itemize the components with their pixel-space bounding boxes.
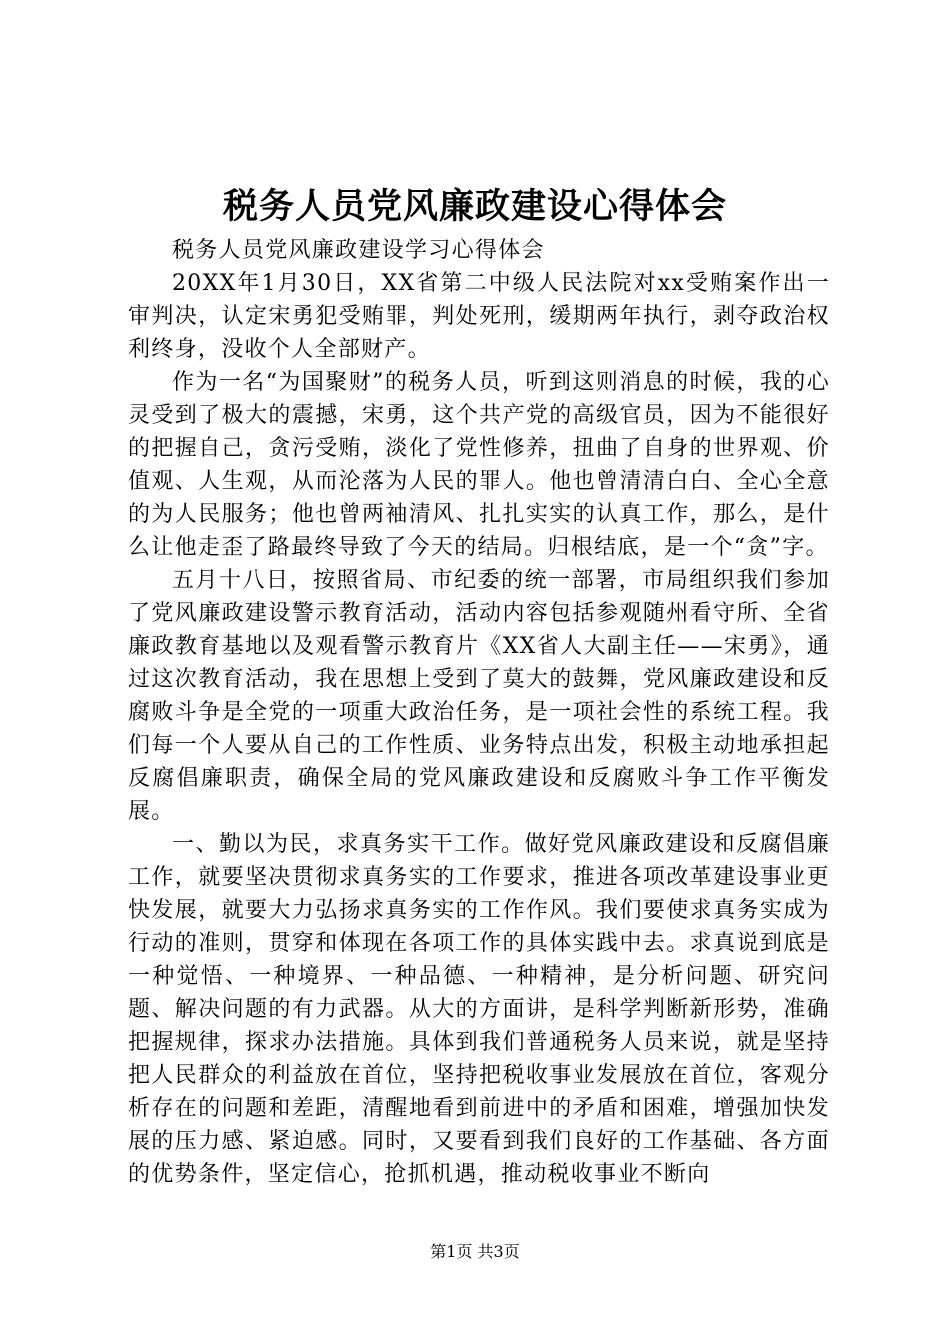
paragraph-reflection: 作为一名“为国聚财”的税务人员，听到这则消息的时候，我的心灵受到了极大的震撼，宋勇，这个共产党的高级官员，因为不能很好的把握自己，贪污受贿，淡化了党性修养，扭曲了自身的世界观、价值观、人生观，从而沦落为人民的罪人。他也曾清清白白、全心全意的为人民服务；他也曾两袖清风、扎扎实实的认真工作，那么，是什么让他走歪了路最终导致了今天的结局。归根结底，是一个“贪”字。 [128,370,830,560]
page-number-footer: 第1页 共3页 [430,1242,520,1261]
paragraph-education-activity: 五月十八日，按照省局、市纪委的统一部署，市局组织我们参加了党风廉政建设警示教育活动，活动内容包括参观随州看守所、全省廉政教育基地以及观看警示教育片《XX省人大副主任——宋勇》，通过这次教育活动，我在思想上受到了莫大的鼓舞，党风廉政建设和反腐败斗争是全党的一项重大政治任务，是一项社会性的系统工程。我们每一个人要从自己的工作性质、业务特点出发，积极主动地承担起反腐倡廉职责，确保全局的党风廉政建设和反腐败斗争工作平衡发展。 [128,568,830,824]
paragraph-point-one: 一、勤以为民，求真务实干工作。做好党风廉政建设和反腐倡廉工作，就要坚决贯彻求真务实的工作要求，推进各项改革建设事业更快发展，就要大力弘扬求真务实的工作作风。我们要使求真务实成为行动的准则，贯穿和体现在各项工作的具体实践中去。求真说到底是一种觉悟、一种境界、一种品德、一种精神，是分析问题、研究问题、解决问题的有力武器。从大的方面讲，是科学判断新形势，准确把握规律，探求办法措施。具体到我们普通税务人员来说，就是坚持把人民群众的利益放在首位，坚持把税收事业发展放在首位，客观分析存在的问题和差距，清醒地看到前进中的矛盾和困难，增强加快发展的压力感、紧迫感。同时，又要看到我们良好的工作基础、各方面的优势条件，坚定信心，抢抓机遇，推动税收事业不断向 [128,832,830,1187]
document-body [128,234,830,1191]
document-title: 税务人员党风廉政建设心得体会 [222,186,727,227]
paragraph-verdict: 20XX年1月30日，XX省第二中级人民法院对xx受贿案作出一审判决，认定宋勇犯受贿罪，判处死刑，缓期两年执行，剥夺政治权利终身，没收个人全部财产。 [128,271,830,362]
paragraph-subtitle: 税务人员党风廉政建设学习心得体会 [172,238,545,263]
